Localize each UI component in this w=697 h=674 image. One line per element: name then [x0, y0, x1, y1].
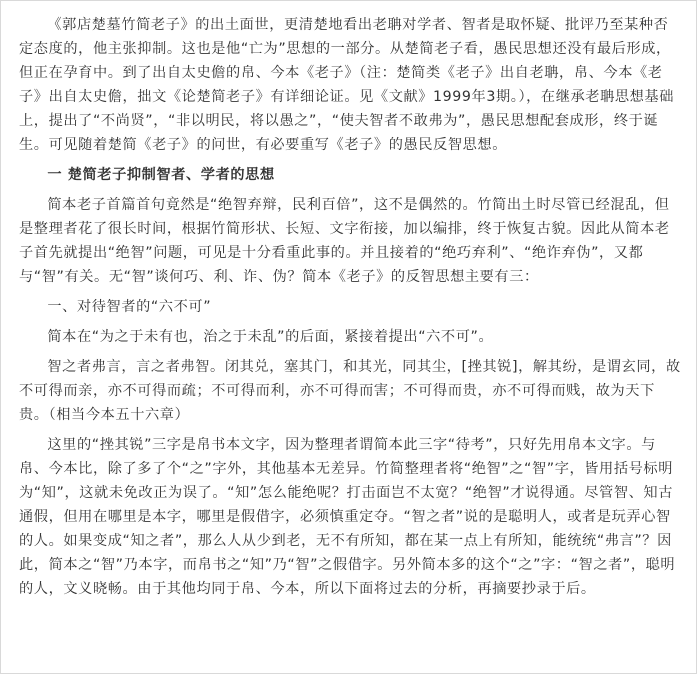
sub-heading: 一、对待智者的“六不可”	[47, 299, 212, 315]
section-heading: 一 楚简老子抑制智者、学者的思想	[47, 167, 275, 183]
quote-paragraph: 智之者弗言，言之者弗智。闭其兑，塞其门，和其光，同其尘，[挫其锐]，解其纷，是谓玄同，故不可得而亲，亦不可得而疏；不可得而利，亦不可得而害；不可得而贵，亦不可得而贱，故为天下贵。（相当今本五十六章）	[19, 359, 681, 423]
paragraph-2: 简本老子首篇首句竟然是“绝智弃辩，民利百倍”，这不是偶然的。竹简出土时尽管已经混乱，但是整理者花了很长时间，根据竹简形状、长短、文字衔接，加以编排，终于恢复古貌。因此从简本老子首先就提出“绝智”问题，可见是十分看重此事的。并且接着的“绝巧弃利”、“绝诈弃伪”，又都与“智”有关。无“智”谈何巧、利、诈、伪？简本《老子》的反智思想主要有三：	[19, 197, 670, 285]
paragraph-4: 这里的“挫其锐”三字是帛书本文字，因为整理者谓简本此三字“待考”，只好先用帛本文字。与帛、今本比，除了多了个“之”字外，其他基本无差异。竹简整理者将“绝智”之“智”字，皆用括号标明为“知”，这就未免改正为误了。“知”怎么能绝呢？打击面岂不太宽？“绝智”才说得通。尽管智、知古通假，但用在哪里是本字，哪里是假借字，必须慎重定夺。“智之者”说的是聪明人，或者是玩弄心智的人。如果变成“知之者”，那么人从少到老，无不有所知，都在某一点上有所知，能统统“弗言”？因此，简本之“智”乃本字，而帛书之“知”乃“智”之假借字。另外简本多的这个“之”字：“智之者”，聪明的人，文义晓畅。由于其他均同于帛、今本，所以下面将过去的分析，再摘要抄录于后。	[19, 437, 676, 597]
paragraph-3: 简本在“为之于未有也，治之于未乱”的后面，紧接着提出“六不可”。	[47, 329, 494, 345]
article-body	[19, 13, 681, 601]
intro-paragraph: 《郭店楚墓竹简老子》的出土面世，更清楚地看出老聃对学者、智者是取怀疑、批评乃至某种否定态度的，他主张抑制。这也是他“亡为”思想的一部分。从楚简老子看，愚民思想还没有最后形成，但正在孕育中。到了出自太史儋的帛、今本《老子》（注：楚简类《老子》出自老聃，帛、今本《老子》出自太史儋，拙文《论楚简老子》有详细论证。见《文献》1999年3期。），在继承老聃思想基础上，提出了“不尚贤”，“非以明民，将以愚之”，“使夫智者不敢弗为”，愚民思想配套成形，终于诞生。可见随着楚简《老子》的问世，有必要重写《老子》的愚民反智思想。	[19, 17, 675, 153]
